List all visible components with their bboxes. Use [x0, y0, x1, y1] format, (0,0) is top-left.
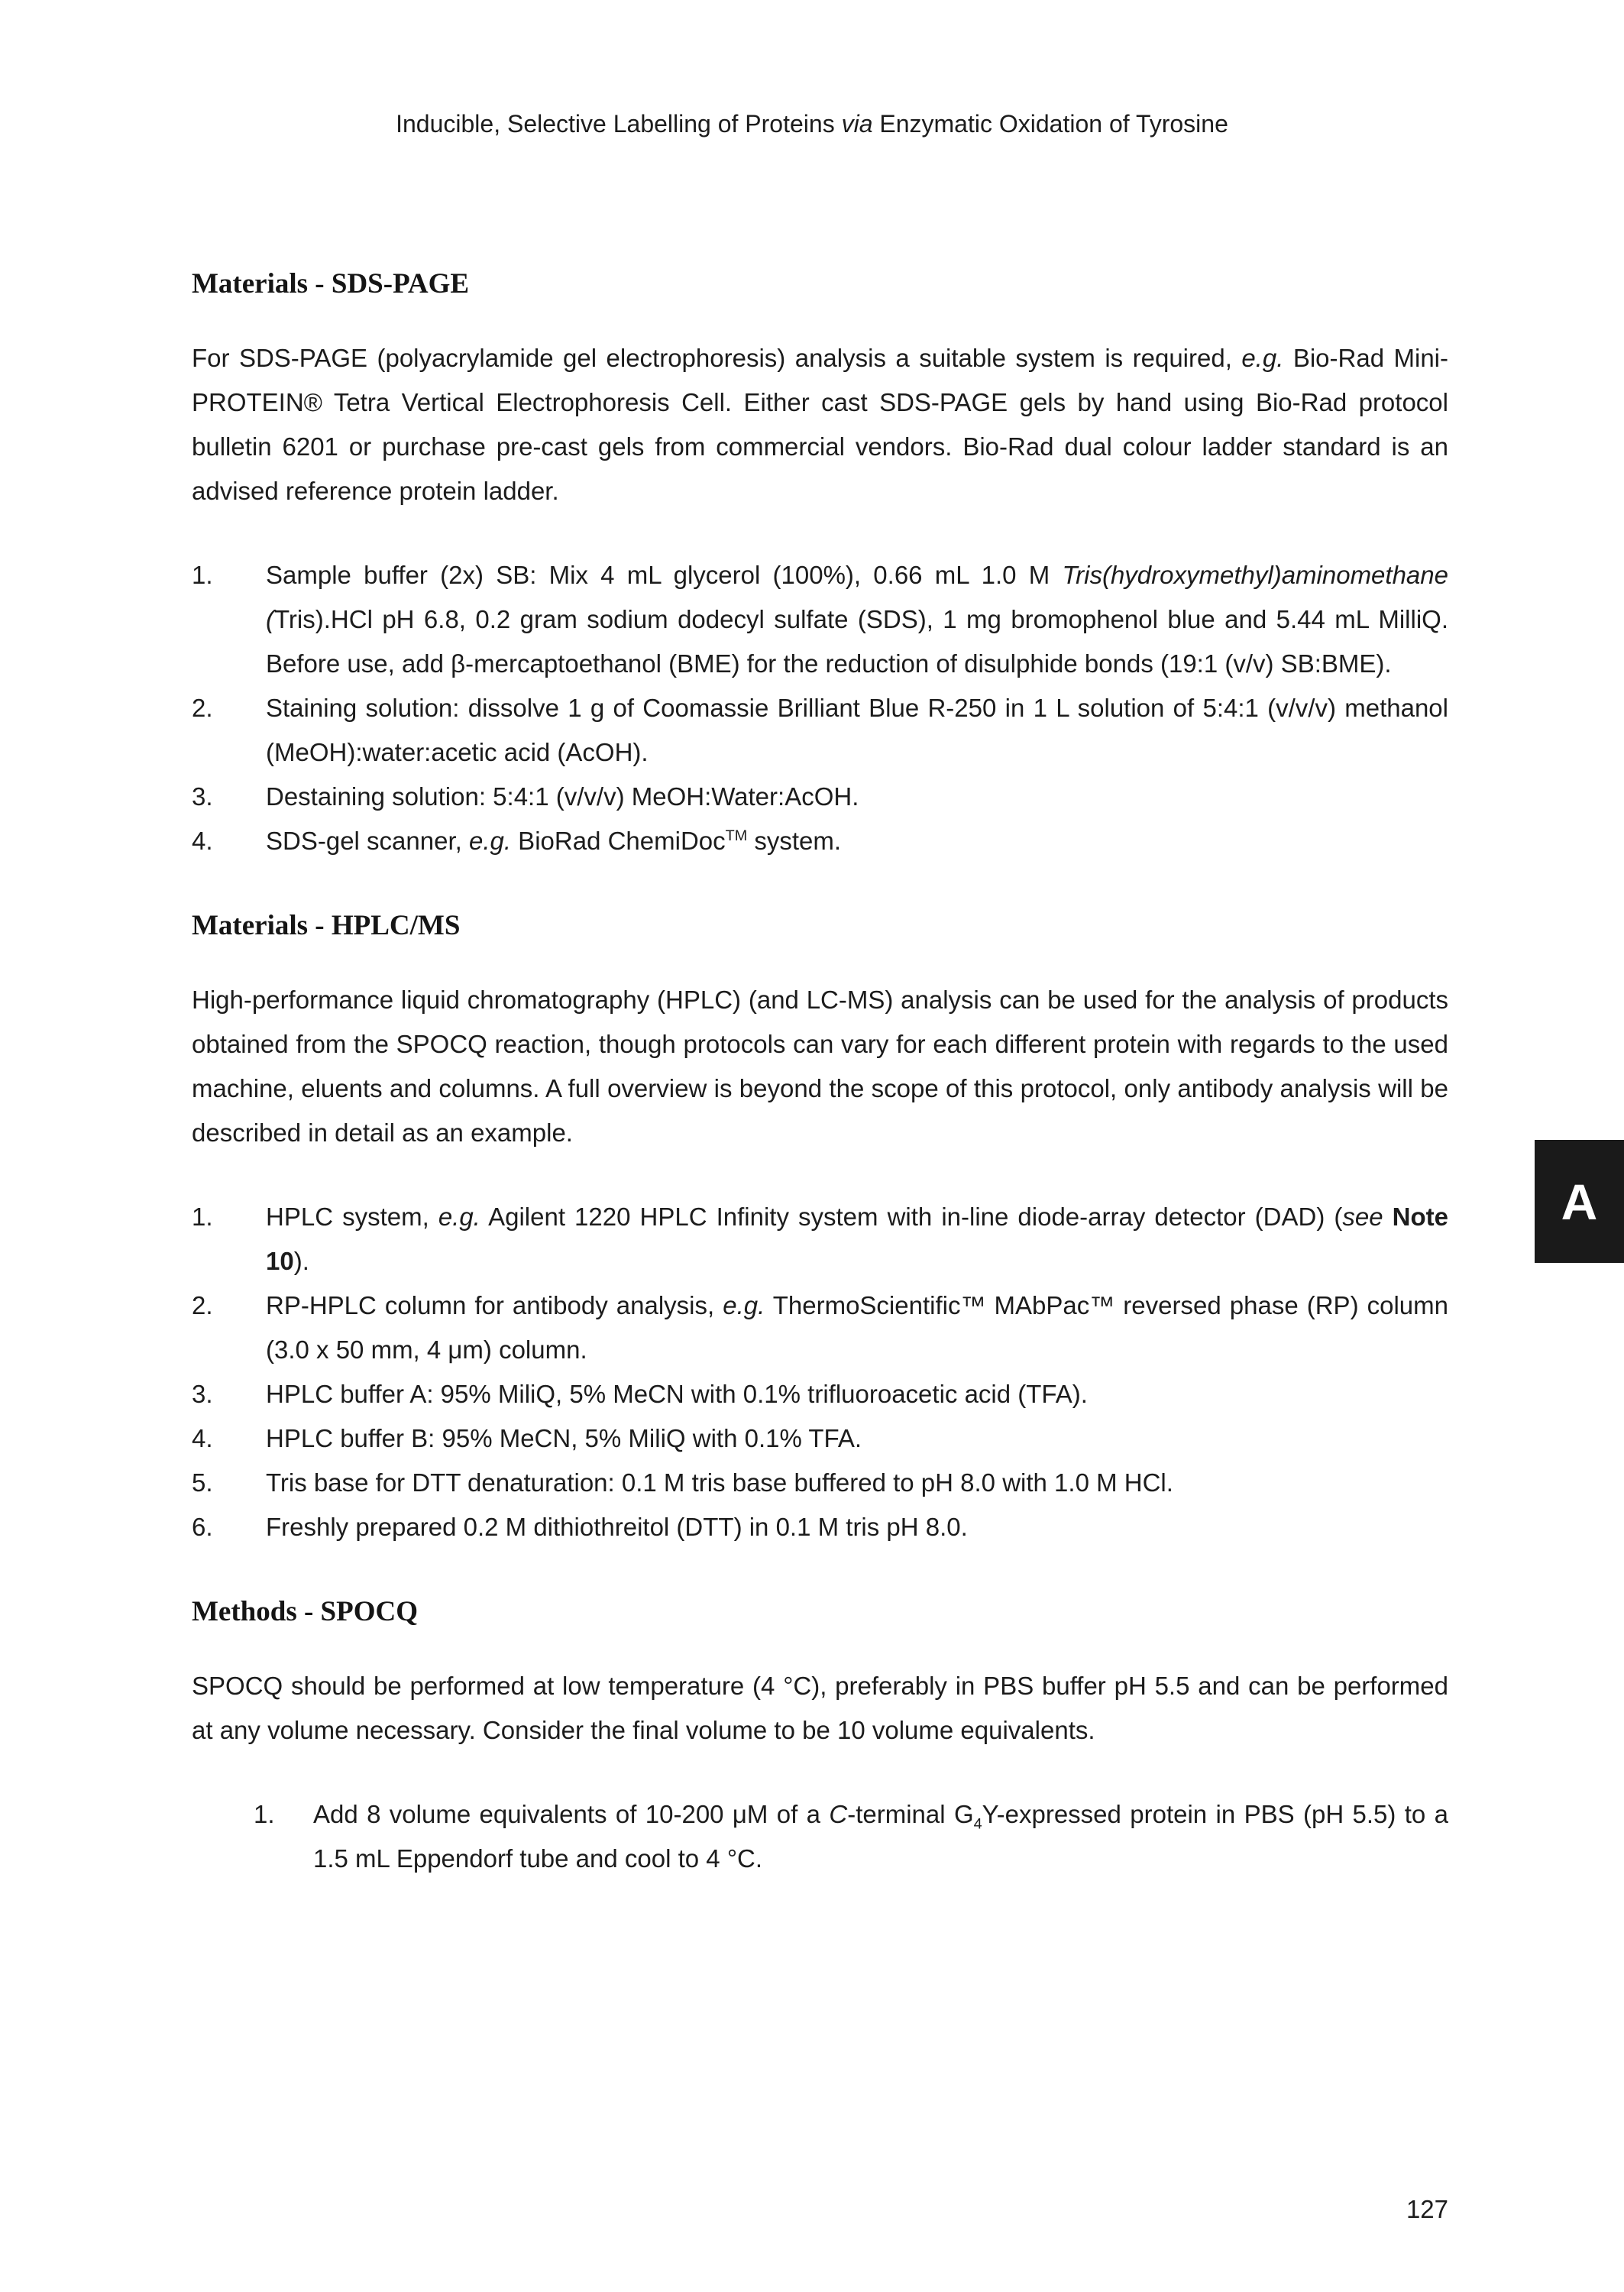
numbered-list-hplc-ms — [192, 1195, 1448, 1549]
list-item-number: 6. — [192, 1513, 213, 1541]
list-item-text: Sample buffer (2x) SB: Mix 4 mL glycerol (100%), 0.66 mL 1.0 M Tris(hydroxymethyl)aminomethane (Tris).HCl pH 6.8, 0.2 gram sodium dodecyl sulfate (SDS), 1 mg bromophenol blue and 5.44 mL MilliQ. Before use, add β-mercaptoethanol (BME) for the reduction of disulphide bonds (19:1 (v/v) SB:BME). — [266, 561, 1448, 678]
list-item — [254, 1792, 1448, 1881]
section-tab-label: A — [1561, 1173, 1598, 1230]
section-heading-sds-page: Materials - SDS-PAGE — [192, 268, 470, 299]
list-item-number: 3. — [192, 782, 213, 811]
list-item — [192, 553, 1448, 686]
list-item-text: Freshly prepared 0.2 M dithiothreitol (DTT) in 0.1 M tris pH 8.0. — [266, 1513, 968, 1541]
section-heading-methods-spocq: Methods - SPOCQ — [192, 1596, 418, 1627]
list-item — [192, 1461, 1448, 1505]
section-materials-sds-page — [192, 267, 1448, 863]
numbered-list-methods-spocq — [254, 1792, 1448, 1881]
list-item-number: 4. — [192, 1424, 213, 1452]
list-item-text: HPLC buffer A: 95% MiliQ, 5% MeCN with 0.1% trifluoroacetic acid (TFA). — [266, 1380, 1088, 1408]
list-item — [192, 1372, 1448, 1416]
list-item-number: 1. — [192, 561, 213, 589]
list-item-number: 5. — [192, 1468, 213, 1497]
page-number: 127 — [1406, 2195, 1448, 2223]
list-item — [192, 819, 1448, 863]
list-item-number: 1. — [254, 1800, 275, 1828]
list-item-text: Staining solution: dissolve 1 g of Coomassie Brilliant Blue R-250 in 1 L solution of 5:4:1 (v/v/v) methanol (MeOH):water:acetic acid (AcOH). — [266, 694, 1448, 766]
section-paragraph: SPOCQ should be performed at low temperature (4 °C), preferably in PBS buffer pH 5.5 and can be performed at any volume necessary. Consider the final volume to be 10 volume equivalents. — [192, 1672, 1448, 1744]
section-paragraph: For SDS-PAGE (polyacrylamide gel electrophoresis) analysis a suitable system is required, e.g. Bio-Rad Mini-PROTEIN® Tetra Vertical Electrophoresis Cell. Either cast SDS-PAGE gels by hand using Bio-Rad protocol bulletin 6201 or purchase pre-cast gels from commercial vendors. Bio-Rad dual colour ladder standard is an advised reference protein ladder. — [192, 344, 1448, 505]
list-item — [192, 1195, 1448, 1284]
list-item-text: HPLC system, e.g. Agilent 1220 HPLC Infinity system with in-line diode-array detector (DAD) (see Note 10). — [266, 1203, 1448, 1275]
list-item-number: 1. — [192, 1203, 213, 1231]
list-item-text: Destaining solution: 5:4:1 (v/v/v) MeOH:Water:AcOH. — [266, 782, 859, 811]
list-item-number: 3. — [192, 1380, 213, 1408]
section-materials-hplc-ms — [192, 909, 1448, 1549]
section-tab — [1535, 1140, 1624, 1263]
list-item-number: 4. — [192, 827, 213, 855]
list-item-text: Add 8 volume equivalents of 10-200 μM of a C-terminal $G_4Y$-expressed protein in PBS (pH 5.5) to a 1.5 mL Eppendorf tube and cool to 4 °C. — [313, 1800, 1448, 1873]
numbered-list-sds-page — [192, 553, 1448, 863]
section-methods-spocq — [192, 1595, 1448, 1881]
list-item-text: HPLC buffer B: 95% MeCN, 5% MiliQ with 0.1% TFA. — [266, 1424, 862, 1452]
list-item-text: RP-HPLC column for antibody analysis, e.g. ThermoScientific™ MAbPac™ reversed phase (RP) column (3.0 x 50 mm, 4 μm) column. — [266, 1291, 1448, 1364]
section-heading-hplc-ms: Materials - HPLC/MS — [192, 910, 461, 941]
list-item — [192, 1505, 1448, 1549]
list-item — [192, 1416, 1448, 1461]
list-item-number: 2. — [192, 694, 213, 722]
list-item — [192, 686, 1448, 775]
list-item-text: Tris base for DTT denaturation: 0.1 M tris base buffered to pH 8.0 with 1.0 M HCl. — [266, 1468, 1173, 1497]
running-head: Inducible, Selective Labelling of Proteins via Enzymatic Oxidation of Tyrosine — [396, 110, 1228, 138]
list-item-text: SDS-gel scanner, e.g. BioRad ChemiDoc™ system. — [266, 827, 842, 855]
section-paragraph: High-performance liquid chromatography (HPLC) (and LC-MS) analysis can be used for the analysis of products obtained from the SPOCQ reaction, though protocols can vary for each different protein with regards to the used machine, eluents and columns. A full overview is beyond the scope of this protocol, only antibody analysis will be described in detail as an example. — [192, 986, 1448, 1147]
list-item — [192, 775, 1448, 819]
list-item — [192, 1284, 1448, 1372]
list-item-number: 2. — [192, 1291, 213, 1319]
